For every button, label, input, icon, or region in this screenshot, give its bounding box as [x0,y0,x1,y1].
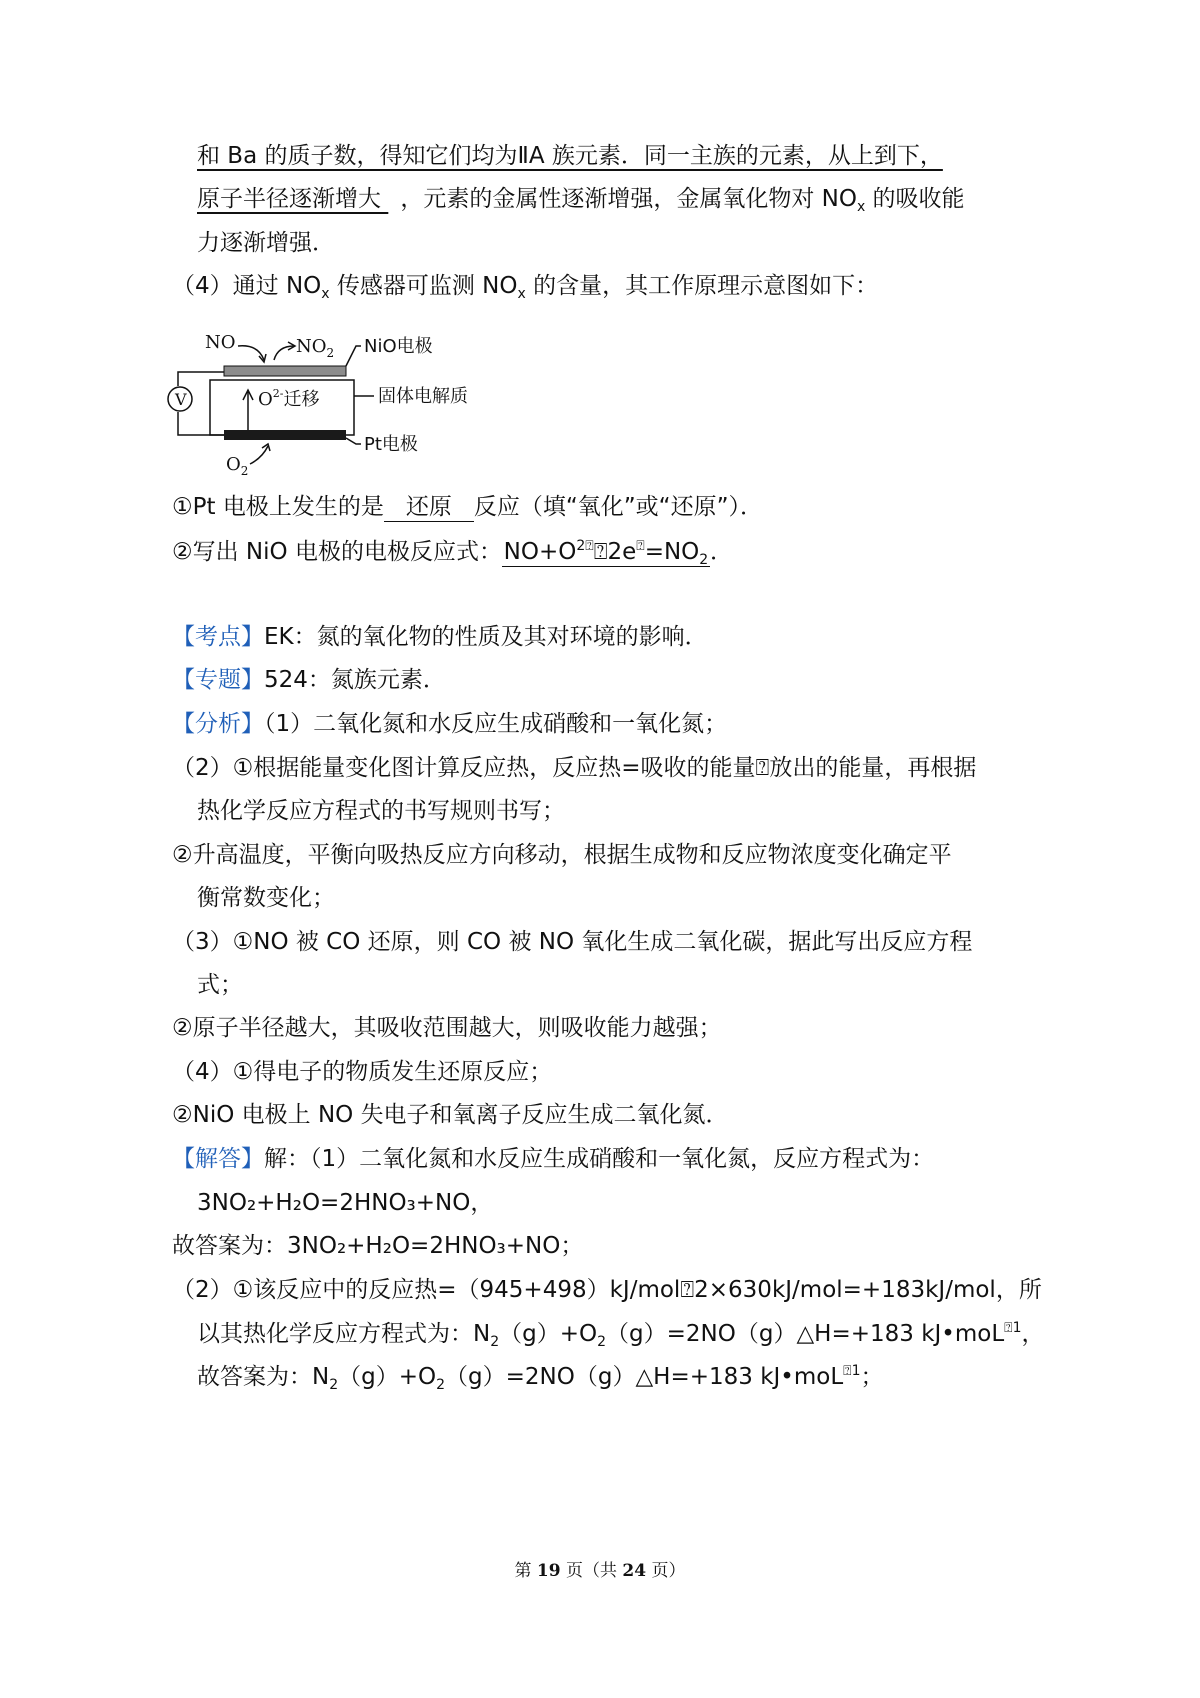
text-line-1: 和 Ba 的质子数，得知它们均为ⅡA 族元素．同一主族的元素，从上到下， [197,143,943,169]
text-line-4: （4）通过 $NO_x$ 传感器可监测 $NO_x$ 的含量，其工作原理示意图如下： [172,273,879,302]
pt-electrode-label: Pt电极 [364,434,418,455]
solution-line-2: 以其热化学反应方程式为：$N_2(g)+O_2(g)=2NO(g)\triangle H=+183$ kJ•moL$^{⍰1}$， [197,1320,1045,1350]
pt-electrode [224,430,346,440]
analysis-line-5: （3）①NO 被 CO 还原，则 CO 被 NO 氧化生成二氧化碳，据此写出反应方程 [172,929,973,955]
nox-sensor-diagram [175,332,508,480]
analysis-line-8: （4）①得电子的物质发生还原反应； [172,1059,553,1085]
analysis-line-6: 式； [197,972,243,998]
kaodian-line: 【考点】EK：氮的氧化物的性质及其对环境的影响． [172,624,708,650]
analysis-line-1: （2）①根据能量变化图计算反应热，反应热=吸收的能量⍰放出的能量，再根据 [172,755,977,781]
analysis-line-3: ②升高温度，平衡向吸热反应方向移动，根据生成物和反应物浓度变化确定平 [172,842,952,868]
text-line-2: 原子半径逐渐增大 ，元素的金属性逐渐增强，金属氧化物对 $NO_x$ 的吸收能 [197,186,965,215]
solution-line-3: 故答案为：$N_2(g)+O_2(g)=2NO(g)\triangle H=+183$ kJ•moL$^{⍰1}$； [197,1363,884,1393]
analysis-line-9: ②NiO 电极上 NO 失电子和氧离子反应生成二氧化氮． [172,1102,729,1128]
fenxi-tag: 【分析】 [172,711,264,737]
analysis-line-2: 热化学反应方程式的书写规则书写； [197,798,565,824]
text-line-3: 力逐渐增强． [197,230,335,256]
analysis-line-7: ②原子半径越大，其吸收范围越大，则吸收能力越强； [172,1015,722,1041]
jieda-tag: 【解答】 [172,1146,264,1172]
page-footer: 第 19 页（共 24 页） [514,1561,686,1581]
answer-blank-2: $NO+O^{2⍰}⍰2e^⍰=NO_2$ [503,538,709,568]
no-label: NO [205,332,236,353]
nio-electrode [224,366,346,376]
zhuanti-tag: 【专题】 [172,667,264,693]
page-number: 19 [536,1561,561,1581]
answer-line-1: 故答案为：3NO₂+H₂O=2HNO₃+NO； [172,1233,584,1259]
o2-migration-label: $O^{2-}$迁移 [258,387,320,410]
no2-label: $NO_2$ [296,336,335,360]
kaodian-tag: 【考点】 [172,624,264,650]
nio-electrode-label: NiO电极 [364,336,433,357]
question-1: ①Pt 电极上发生的是 还原 反应（填“氧化”或“还原”）． [172,494,763,520]
zhuanti-line: 【专题】524：氮族元素． [172,667,446,693]
analysis-line-4: 衡常数变化； [197,885,335,911]
solid-electrolyte-label: 固体电解质 [378,386,468,407]
jieda-line: 【解答】解：（1）二氧化氮和水反应生成硝酸和一氧化氮，反应方程式为： [172,1146,935,1172]
question-2: ②写出 NiO 电极的电极反应式：$NO+O^{2⍰}⍰2e^⍰=NO_2$． [172,538,733,568]
equation-line-1: 3NO₂+H₂O=2HNO₃+NO， [197,1190,494,1216]
solution-line-1: （2）①该反应中的反应热=（945+498）kJ/mol⍰2×630kJ/mol=+183kJ/mol，所 [172,1277,1042,1303]
fenxi-line: 【分析】（1）二氧化氮和水反应生成硝酸和一氧化氮； [172,711,728,737]
o2-label: $O_2$ [226,454,249,478]
voltmeter-label: V [175,390,187,409]
underlined-answer: 原子半径逐渐增大 [197,186,389,212]
answer-blank-1: 还原 [384,493,474,522]
page-total: 24 [622,1561,647,1581]
